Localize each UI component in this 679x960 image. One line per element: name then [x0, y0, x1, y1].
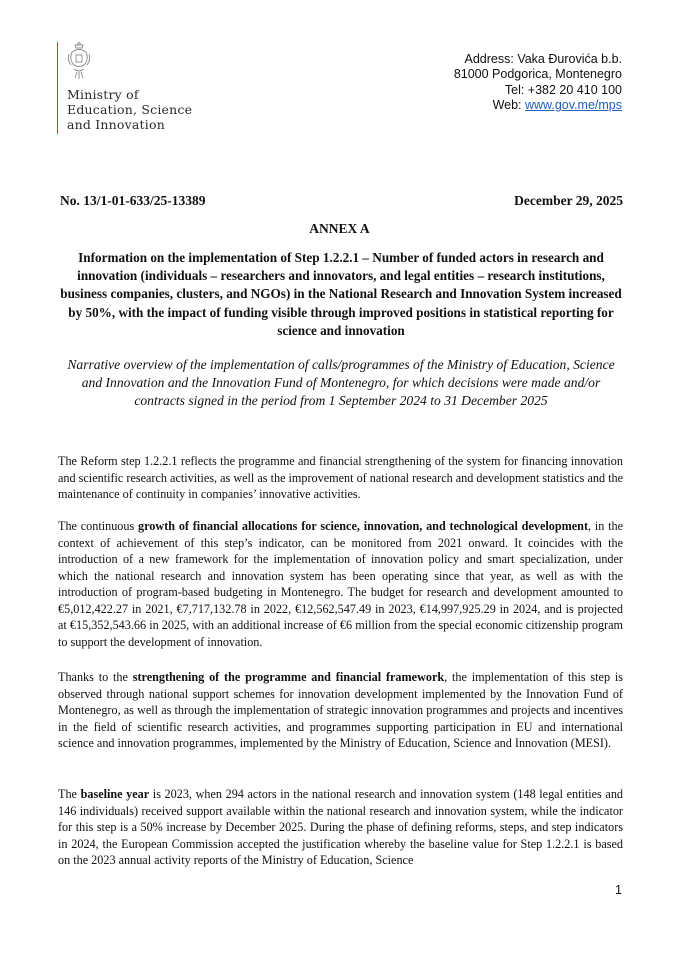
- address-web: [454, 98, 622, 113]
- paragraph-2-rest: , in the context of achievement of this step’s indicator, can be monitored from 2021 onward. It coincides with the introduction of a new framework for the implementation of innovation policy and smart specialization, under which the national research and innovation system has been operating since that year, as well as with the introduction of program-based budgeting in Montenegro. The budget for research and development amounted to €5,012,422.27 in 2021, €7,717,132.78 in 2022, €12,562,547.49 in 2023, €14,997,925.29 in 2024, and is projected at €15,352,543.66 in 2025, with an additional increase of €6 million from the special economic citizenship program to support the development of innovation.: [58, 519, 624, 649]
- paragraph-4-lead: The: [58, 787, 81, 801]
- address-tel: Tel: +382 20 410 100: [504, 82, 622, 97]
- document-number: No. 13/1-01-633/25-13389: [60, 193, 206, 208]
- coat-of-arms-icon: [66, 42, 92, 82]
- ministry-line-3: and Innovation: [67, 117, 165, 132]
- address-block: [454, 52, 622, 114]
- paragraph-1-text: The Reform step 1.2.2.1 reflects the programme and financial strengthening of the system for financing innovation and scientific research activities, as well as the improvement of national research and development statistics and the maintenance of continuity in companies’ innovative activities.: [58, 454, 623, 501]
- reference-line: [60, 193, 623, 209]
- page-number: 1: [615, 883, 622, 897]
- paragraph-2-lead: The continuous: [58, 519, 139, 533]
- document-subtitle: Narrative overview of the implementation of calls/programmes of the Ministry of Education, Science and Innovation and the Innovation Fund of Montenegro, for which decisions were made and/or contracts signed in the period from 1 September 2024 to 31 December 2025: [67, 357, 615, 408]
- ministry-line-1: Ministry of: [67, 87, 139, 102]
- paragraph-4-emphasis: baseline year: [80, 787, 150, 801]
- website-link[interactable]: www.gov.me/mps: [524, 98, 622, 113]
- ministry-name: [67, 87, 192, 132]
- document-date: December 29, 2025: [514, 193, 623, 208]
- paragraph-4: [58, 786, 623, 869]
- paragraph-3-emphasis: strengthening of the programme and financial framework: [132, 670, 445, 684]
- annex-heading: ANNEX A: [309, 221, 370, 236]
- paragraph-1: [58, 453, 623, 503]
- accent-divider: [57, 42, 58, 134]
- paragraph-3-lead: Thanks to the: [58, 670, 133, 684]
- paragraph-3: [58, 669, 623, 752]
- paragraph-4-rest: is 2023, when 294 actors in the national research and innovation system (148 legal entities and 146 individuals) received support available within the national research and innovation system, while the indicator for this step is a 50% increase by December 2025. During the phase of defining reforms, steps, and step indicators in 2024, the European Commission accepted the justification whereby the baseline value for Step 1.2.2.1 is based on the 2023 annual activity reports of the Ministry of Education, Science: [58, 787, 624, 867]
- paragraph-3-rest: , the implementation of this step is observed through national support schemes for innovation development implemented by the Innovation Fund of Montenegro, as well as through the implementation of strategic innovation programmes and projects and incentives in the field of scientific research activities, and programmes supporting participation in EU and international science and innovation programmes, implemented by the Ministry of Education, Science and Innovation (MESI).: [58, 670, 624, 750]
- paragraph-2-emphasis: growth of financial allocations for science, innovation, and technological development: [138, 519, 589, 533]
- ministry-line-2: Education, Science: [67, 102, 193, 117]
- document-title: Information on the implementation of Step 1.2.2.1 – Number of funded actors in research and innovation (individuals – researchers and innovators, and legal entities – research institutions, business companies, clusters, and NGOs) in the National Research and Innovation System increased by 50%, with the impact of funding visible through improved positions in statistical reporting for science and innovation: [60, 250, 622, 338]
- web-label: Web:: [492, 98, 525, 113]
- address-street: Address: Vaka Đurovića b.b.: [464, 52, 622, 66]
- address-city: 81000 Podgorica, Montenegro: [453, 67, 622, 82]
- paragraph-2: [58, 518, 623, 650]
